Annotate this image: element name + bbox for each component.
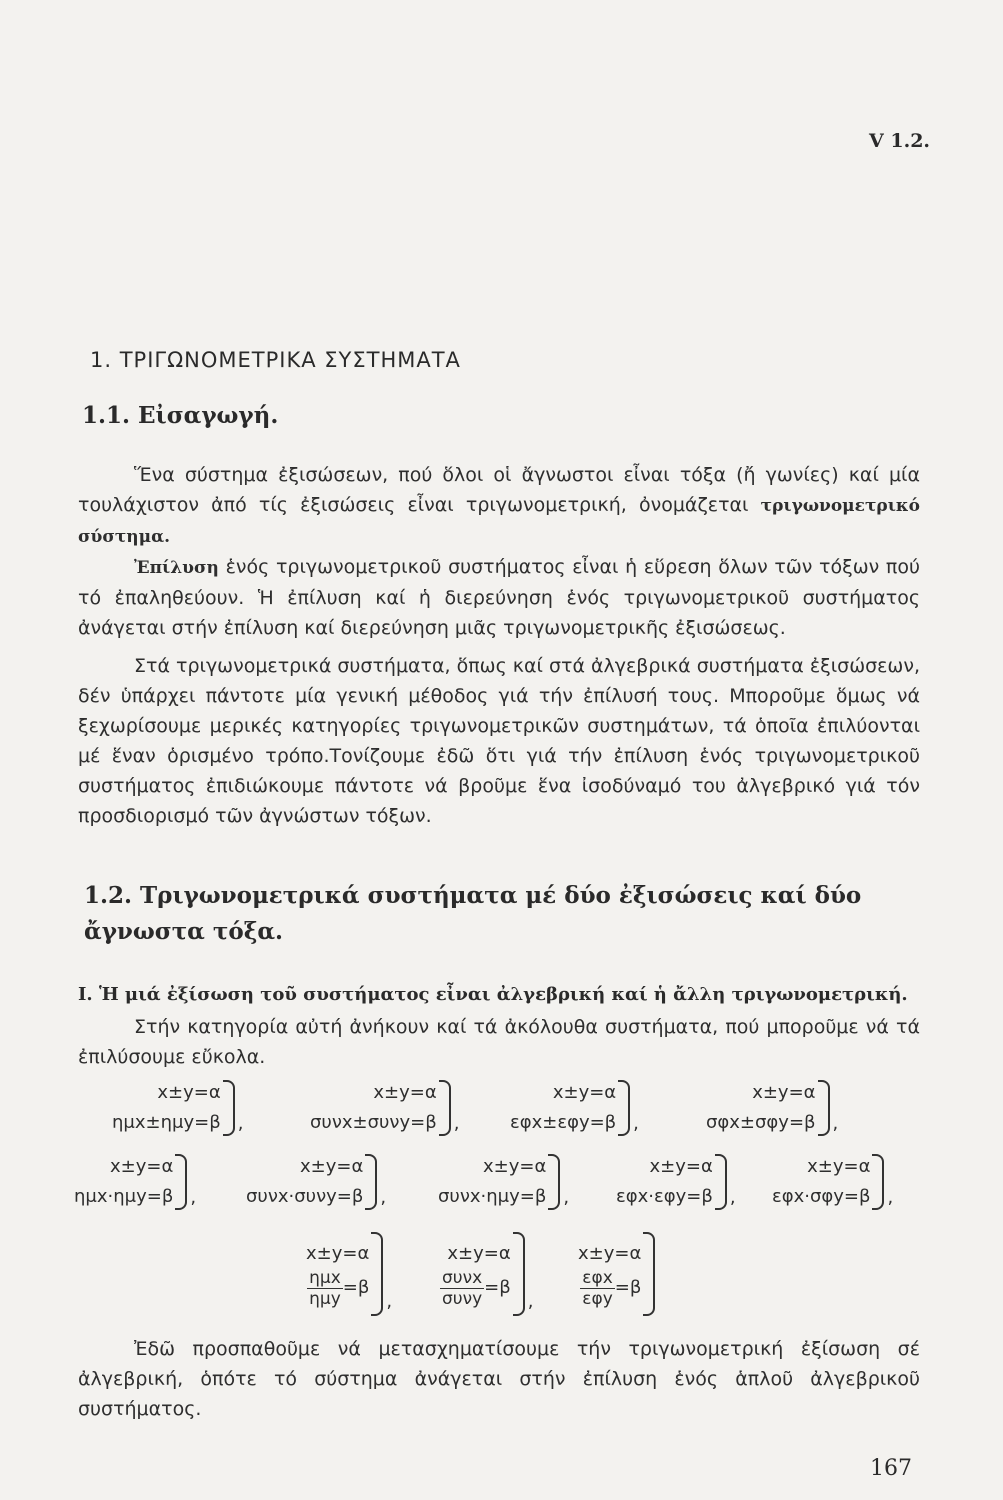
intro-paragraph-3: Στά τριγωνομετρικά συστήματα, ὅπως καί στά ἀλγεβρικά συστήματα ἐξισώσεων, δέν ὑπάρχει πάντοτε μία γενική μέθοδος γιά τήν ἐπίλυσή τους. Μποροῦμε ὅμως νά ξεχωρίσουμε μερικές κατηγορίες τριγωνομετρικῶν συστημάτων, τά ὁποῖα ἐπιλύονται μέ ἕναν ὁρισμένο τρόπο.Τονίζουμε ἐδῶ ὅτι γιά τήν ἐπίλυση ἑνός τριγωνομετρικοῦ συστήματος ἐπιδιώκουμε πάντοτε νά βροῦμε ἕνα ἰσοδύναμό του ἀλγεβρικό γιά τόν προσδιορισμό τῶν ἀγνώστων τόξων. [78, 655, 920, 827]
system-product-cos-sin: x±y=α συνx·ημy=β , [438, 1156, 570, 1208]
case-heading: I. Ἡ μιά ἐξίσωση τοῦ συστήματος εἶναι ἀλγεβρική καί ἡ ἄλλη τριγωνομετρική. [78, 984, 908, 1005]
subsection-title-two-equations: 1.2. Τριγωνομετρικά συστήματα μέ δύο ἐξισώσεις καί δύο ἄγνωστα τόξα. [84, 882, 862, 945]
intro-paragraph-1: Ἕνα σύστημα ἐξισώσεων, πού ὅλοι οἱ ἄγνωστοι εἶναι τόξα (ἤ γωνίες) καί μία τουλάχιστον ἀπό τίς ἐξισώσεις εἶναι τριγωνομετρική, ὀνομάζεται τριγωνομετρικό σύστημα. [78, 464, 921, 547]
system-ratio-sin: x±y=α $\frac{\text{ημx}}{\text{ημy}}$ =β , [306, 1232, 392, 1316]
intro-paragraph-2: Ἐπίλυση ἑνός τριγωνομετρικοῦ συστήματος εἶναι ἡ εὕρεση ὅλων τῶν τόξων πού τό ἐπαληθεύουν. Ἡ ἐπίλυση καί ἡ διερεύνηση ἑνός τριγωνομετρικοῦ συστήματος ἀνάγεται στήν ἐπίλυση καί διερεύνηση μιᾶς τριγωνομετρικῆς ἐξισώσεως. [78, 556, 920, 639]
system-ratio-tan: x±y=α $\frac{\text{εφx}}{\text{εφy}}$ =β [578, 1232, 655, 1316]
term-solution: Ἐπίλυση [134, 558, 219, 578]
system-product-cos: x±y=α συνx·συνy=β , [246, 1156, 387, 1208]
system-product-sin: x±y=α ημx·ημy=β , [74, 1156, 197, 1208]
system-sum-tan: x±y=α εφx±εφy=β , [510, 1082, 639, 1134]
closing-paragraph: Ἐδῶ προσπαθοῦμε νά μετασχηματίσουμε τήν τριγωνομετρική ἐξίσωση σέ ἀλγεβρική, ὁπότε τό σύστημα ἀνάγεται στήν ἐπίλυση ἑνός ἁπλοῦ ἀλγεβρικοῦ συστήματος. [78, 1338, 920, 1420]
page-number: 167 [870, 1456, 912, 1481]
system-sum-cot: x±y=α σφx±σφy=β , [706, 1082, 839, 1134]
system-sum-sin: x±y=α ημx±ημy=β , [112, 1082, 244, 1134]
running-head: V 1.2. [869, 130, 931, 152]
term-trig-system: τριγωνομετρικό σύστημα. [78, 496, 921, 547]
system-sum-cos: x±y=α συνx±συνy=β , [310, 1082, 460, 1134]
intro-text [78, 460, 920, 831]
subsection-title-intro: 1.1. Εἰσαγωγή. [82, 402, 279, 429]
system-product-tan: x±y=α εφx·εφy=β , [616, 1156, 736, 1208]
case-text: Στήν κατηγορία αὐτή ἀνήκουν καί τά ἀκόλουθα συστήματα, πού μποροῦμε νά τά ἐπιλύσουμε εὔκολα. [78, 1016, 920, 1068]
system-product-tan-cot: x±y=α εφx·σφy=β , [772, 1156, 894, 1208]
section-title: 1. ΤΡΙΓΩΝΟΜΕΤΡΙΚΑ ΣΥΣΤΗΜΑΤΑ [90, 348, 461, 372]
system-ratio-cos: x±y=α $\frac{\text{συνx}}{\text{συνy}}$ =β , [440, 1232, 533, 1316]
